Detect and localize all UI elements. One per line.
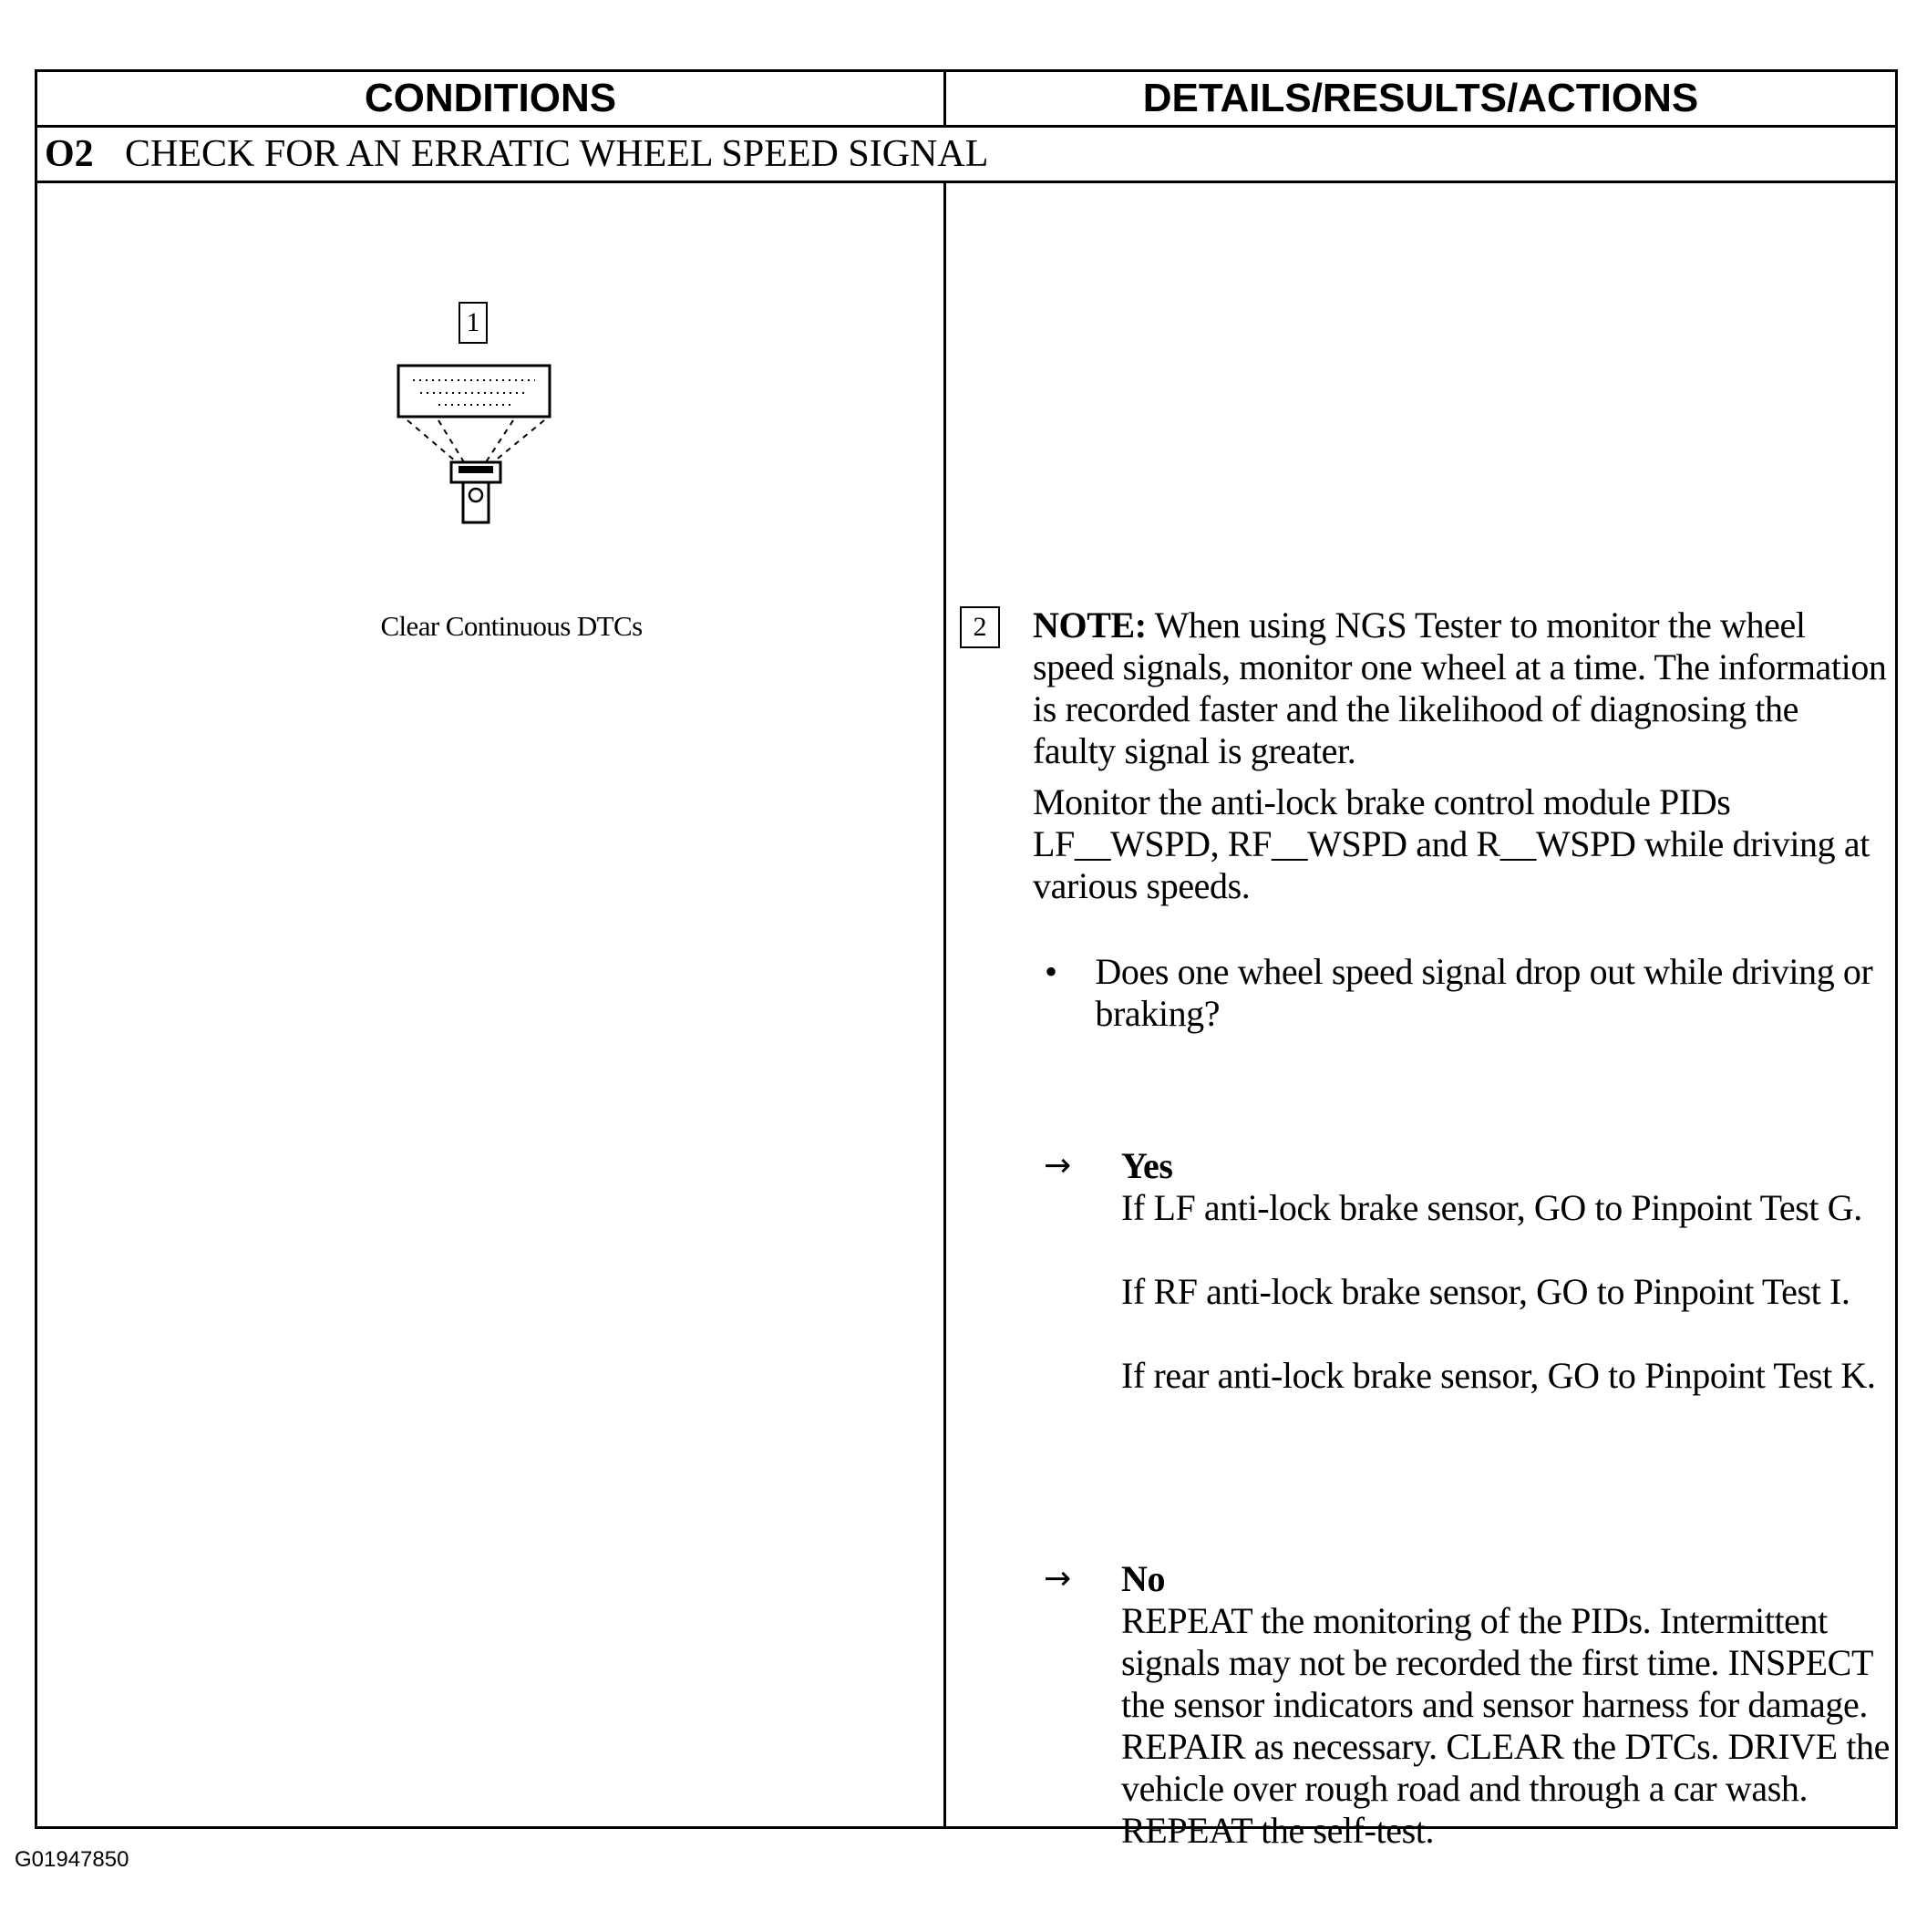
right-arrow-icon: → xyxy=(1044,1147,1072,1184)
conditions-header: CONDITIONS xyxy=(37,72,946,125)
diagnostic-table xyxy=(35,69,1898,1851)
conditions-column xyxy=(37,183,943,1826)
yes-action-rear: If rear anti-lock brake sensor, GO to Pinpoint Test K. xyxy=(1121,1355,1876,1396)
no-action-text: REPEAT the monitoring of the PIDs. Intermittent signals may not be recorded the first time. INSPECT the sensor indicators and sensor harness for damage. REPAIR as necessary. CLEAR the DTCs. DRIVE the vehicle over rough road and through a car wash. REPEAT the self-test. xyxy=(1121,1600,1890,1851)
details-header: DETAILS/RESULTS/ACTIONS xyxy=(1142,76,1699,120)
step-title-row xyxy=(37,128,1895,181)
step-number: O2 xyxy=(45,133,94,175)
bullet-icon: • xyxy=(1045,951,1057,992)
yes-branch xyxy=(1121,1145,1896,1439)
question-text: Does one wheel speed signal drop out while driving or braking? xyxy=(1095,951,1873,1034)
note-text: When using NGS Tester to monitor the wheel speed signals, monitor one wheel at a time. The information is recorded faster and the likelihood of diagnosing the faulty signal is greater. xyxy=(1033,604,1887,771)
figure-index-box: 1 xyxy=(459,302,488,344)
monitor-instructions: Monitor the anti-lock brake control module PIDs LF__WSPD, RF__WSPD and R__WSPD while driving at various speeds. xyxy=(1033,781,1870,906)
no-branch xyxy=(1121,1558,1896,1852)
step-index-box: 2 xyxy=(960,606,1000,648)
yes-label: Yes xyxy=(1121,1145,1173,1186)
figure-caption: Clear Continuous DTCs xyxy=(380,610,643,642)
yes-action-rf: If RF anti-lock brake sensor, GO to Pinpoint Test I. xyxy=(1121,1271,1850,1312)
no-label: No xyxy=(1121,1558,1166,1599)
document-id: G01947850 xyxy=(15,1847,129,1872)
scan-tool-icon xyxy=(384,347,566,603)
note-label: NOTE: xyxy=(1033,604,1147,646)
yes-action-lf: If LF anti-lock brake sensor, GO to Pinpoint Test G. xyxy=(1121,1187,1862,1228)
question-item xyxy=(1045,951,1883,1035)
details-column xyxy=(946,183,1895,1851)
right-arrow-icon: → xyxy=(1044,1560,1072,1597)
note-paragraph xyxy=(1033,604,1890,772)
step-title: CHECK FOR AN ERRATIC WHEEL SPEED SIGNAL xyxy=(125,133,989,175)
